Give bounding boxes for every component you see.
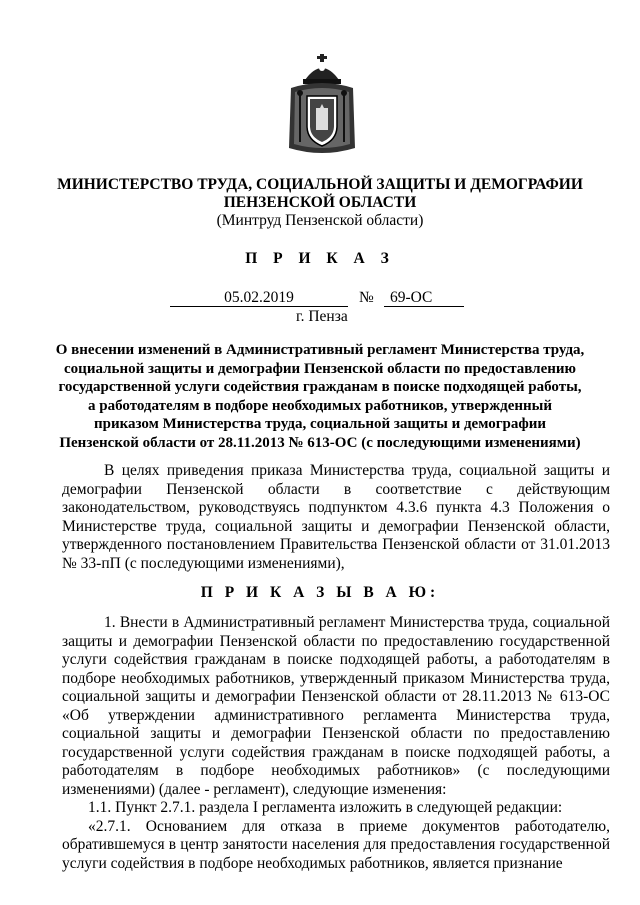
ministry-name [40,176,600,212]
preamble-text: В целях приведения приказа Министерства труда, социальной защиты и демографии Пензенской области в соответствие с действующим законодательством, руководствуясь подпунктом 4.3.6 пункта 4.3 Положения о Министерстве труда, социальной защиты и демографии Пензенской области, утвержденного постановлением Правительства Пензенской области от 31.01.2013 № 33-пП (с последующими изменениями), [62,462,610,572]
order-title: П Р И К А З [245,250,395,267]
decree-word: П Р И К А З Ы В А Ю: [200,584,440,601]
item-2-7-1: «2.7.1. Основанием для отказа в приеме документов работодателю, обратившемуся в центр занятости населения для предоставления государственной услуги содействия в подборе необходимых работников, является признание [62,817,610,872]
coat-of-arms-emblem [285,52,359,160]
order-number: 69-ОС [384,289,464,307]
preamble [62,462,610,573]
city: г. Пенза [296,308,348,325]
number-sign: № [359,289,374,306]
ministry-short-name: (Минтруд Пензенской области) [216,212,424,229]
ministry-name-line2: ПЕНЗЕНСКОЙ ОБЛАСТИ [223,194,417,211]
item-1-1: 1.1. Пункт 2.7.1. раздела I регламента изложить в следующей редакции: [88,799,563,816]
date-number-row [0,289,640,309]
order-items [62,614,610,873]
order-subject: О внесении изменений в Административный регламент Министерства труда, социальной защиты и демографии Пензенской области по предоставлению государственной услуги содействия гражданам в поиске подходящей работы, а работодателям в подборе необходимых работников, утвержденный приказом Министерства труда, социальной защиты и демографии Пензенской области от 28.11.2013 № 613-ОС (с последующими изменениями) [55,342,585,451]
order-date: 05.02.2019 [170,289,348,307]
item-1: 1. Внести в Административный регламент Министерства труда, социальной защиты и демографии Пензенской области по предоставлению государственной услуги содействия гражданам в поиске подходящей работы, а работодателям в подборе необходимых работников, утвержденный приказом Министерства труда, социальной защиты и демографии Пензенской области от 28.11.2013 № 613-ОС «Об утверждении административного регламента Министерства труда, социальной защиты и демографии Пензенской области по предоставлению государственной услуги содействия гражданам в поиске подходящей работы, а работодателям в подборе необходимых работников» (с последующими изменениями) (далее - регламент), следующие изменения: [62,614,610,798]
ministry-name-line1: МИНИСТЕРСТВО ТРУДА, СОЦИАЛЬНОЙ ЗАЩИТЫ И ДЕМОГРАФИИ [57,176,583,193]
